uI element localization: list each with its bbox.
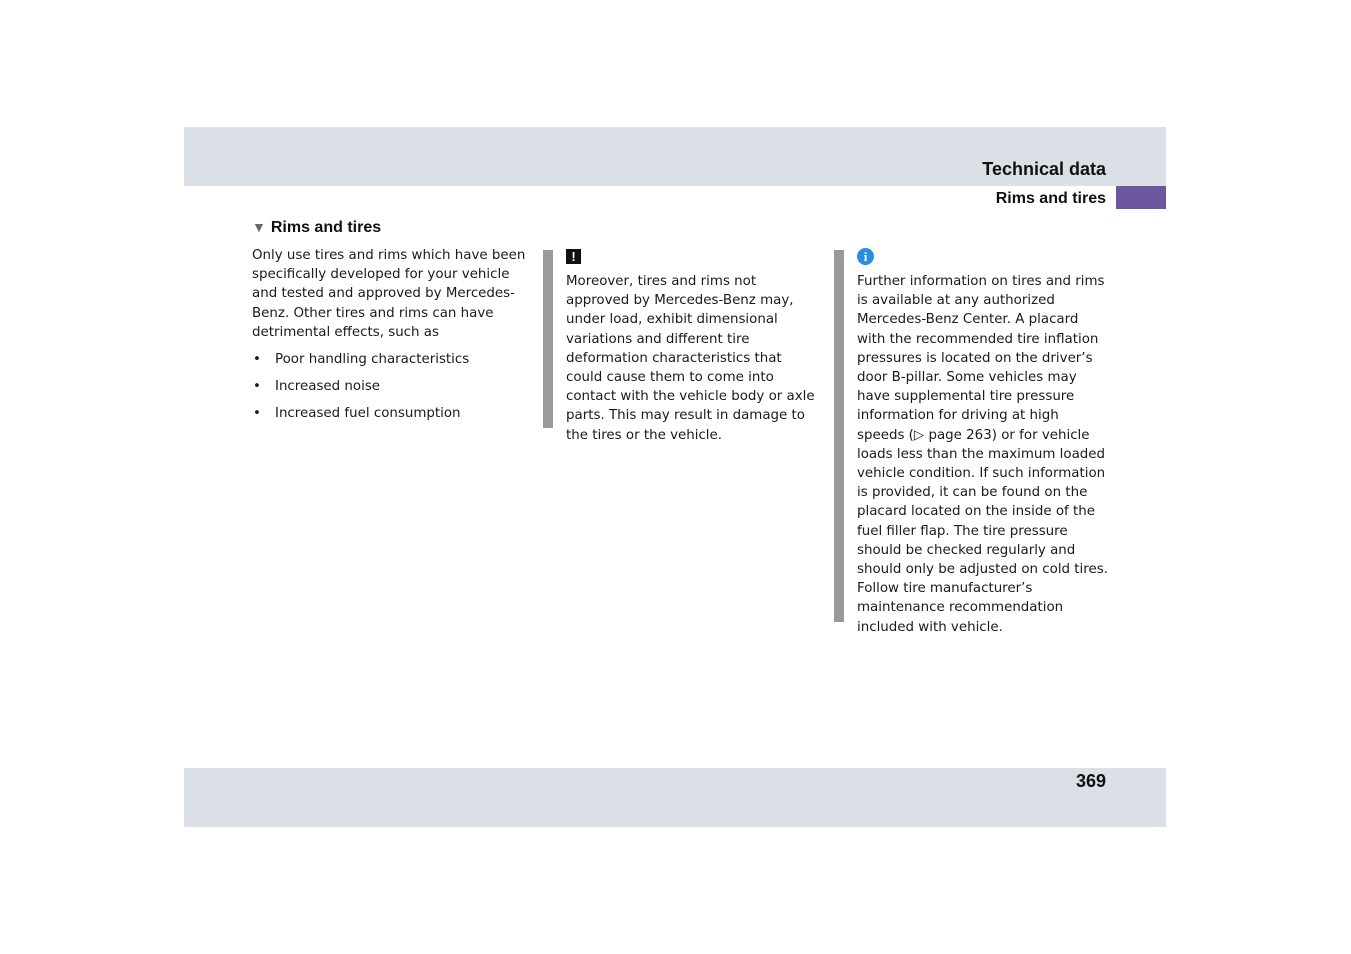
page-number: 369	[1075, 771, 1106, 791]
warning-sidebar	[543, 250, 553, 428]
info-note	[857, 248, 1109, 637]
list-item: • Poor handling characteristics	[252, 350, 532, 369]
footer-band	[184, 768, 1166, 827]
effects-list	[252, 350, 532, 424]
info-icon: i	[857, 248, 874, 265]
section-heading	[252, 219, 381, 237]
chapter-accent-tab	[1116, 186, 1166, 209]
warning-note	[566, 248, 818, 445]
page-section-title: Rims and tires	[995, 190, 1106, 207]
info-sidebar	[834, 250, 844, 622]
triangle-marker-icon: ▼	[252, 219, 266, 235]
list-item: • Increased noise	[252, 377, 532, 396]
warning-icon: !	[566, 249, 581, 264]
bullet-icon: •	[253, 352, 261, 368]
info-text: Further information on tires and rims is available at any authorized Mercedes-Benz Center. A placard with the recommended tire inflation pressures is located on the driver’s door B-pillar. Some vehicles may have supplemental tire pressure information for driving at high speeds (▷ page 263) or for vehicle loads less than the maximum loaded vehicle condition. If such information is provided, it can be found on the placard located on the inside of the fuel filler flap. The tire pressure should be checked regularly and should only be adjusted on cold tires. Follow tire manufacturer’s maintenance recommendation included with vehicle.	[857, 274, 1108, 635]
bullet-icon: •	[253, 379, 261, 395]
intro-paragraph: Only use tires and rims which have been specifically developed for your vehicle and tested and approved by Mercedes-Benz. Other tires and rims can have detrimental effects, such as	[252, 248, 526, 340]
intro-column	[252, 246, 532, 432]
section-heading-text: Rims and tires	[270, 219, 382, 236]
bullet-icon: •	[253, 406, 261, 422]
page-chapter-title: Technical data	[982, 159, 1106, 179]
warning-text: Moreover, tires and rims not approved by Mercedes-Benz may, under load, exhibit dimensional variations and different tire deformation characteristics that could cause them to come into contact with the vehicle body or axle parts. This may result in damage to the tires or the vehicle.	[566, 274, 815, 443]
list-item: • Increased fuel consumption	[252, 404, 532, 423]
